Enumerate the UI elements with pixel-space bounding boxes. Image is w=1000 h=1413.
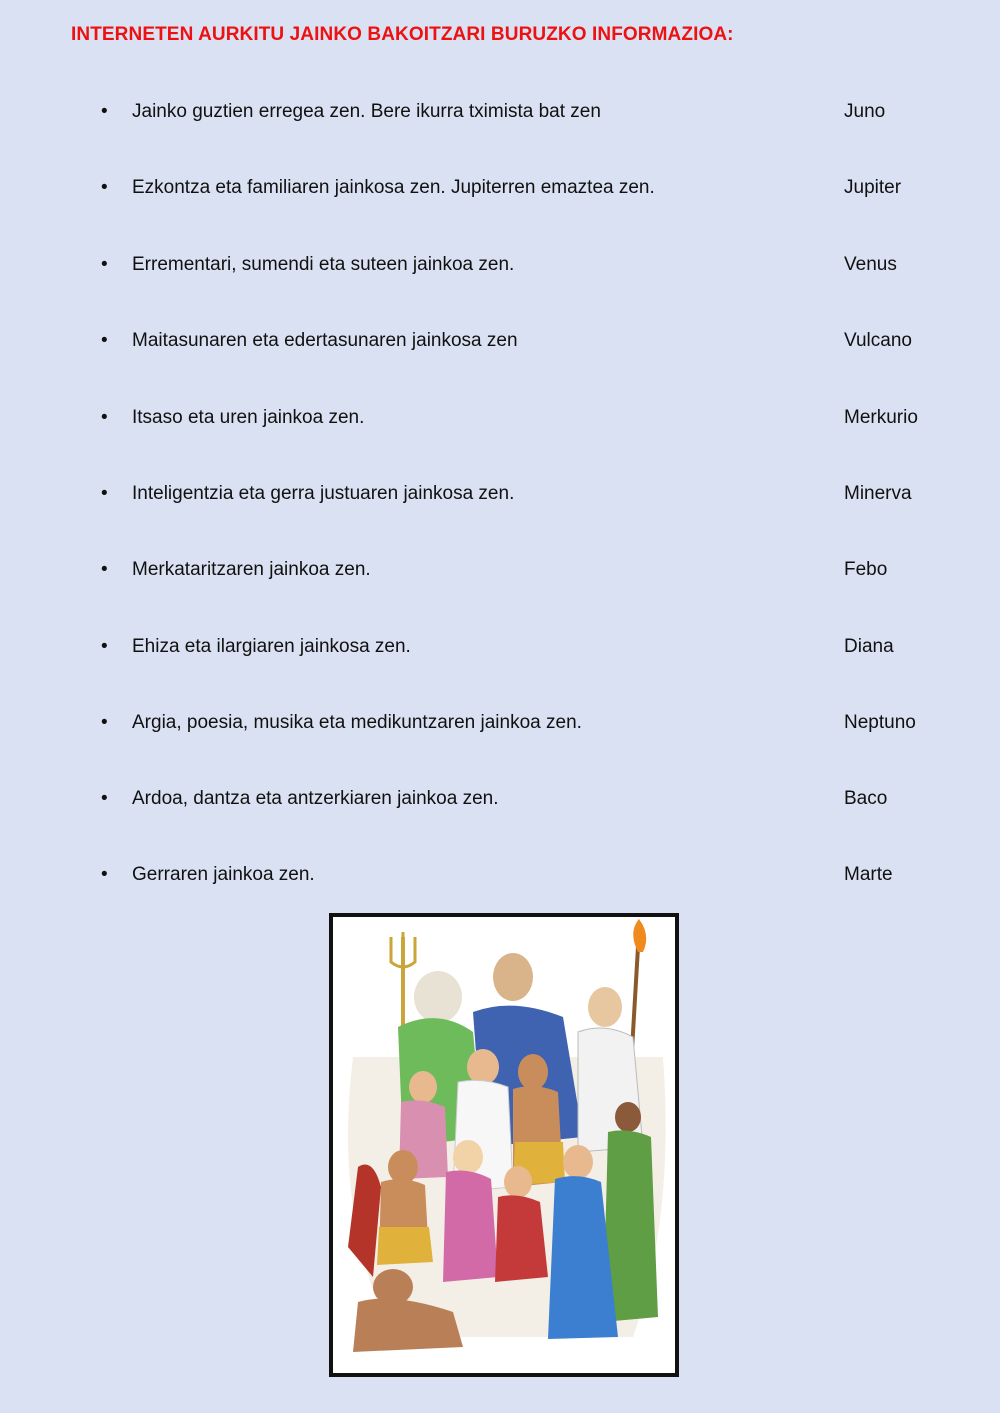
list-item	[0, 254, 1000, 284]
item-description: Itsaso eta uren jainkoa zen.	[132, 407, 365, 428]
item-description: Argia, poesia, musika eta medikuntzaren jainkoa zen.	[132, 712, 582, 733]
minerva-head	[563, 1145, 593, 1179]
bullet: •	[101, 864, 108, 885]
figure-head	[409, 1071, 437, 1103]
god-name: Marte	[844, 864, 893, 885]
mercury-skirt	[377, 1227, 433, 1265]
page-title: INTERNETEN AURKITU JAINKO BAKOITZARI BURUZKO INFORMAZIOA:	[71, 24, 734, 45]
god-name: Minerva	[844, 483, 912, 504]
bullet: •	[101, 559, 108, 580]
venus-dress	[443, 1171, 498, 1282]
bullet: •	[101, 177, 108, 198]
item-description: Jainko guztien erregea zen. Bere ikurra tximista bat zen	[132, 101, 601, 122]
god-name: Merkurio	[844, 407, 918, 428]
bullet: •	[101, 407, 108, 428]
list-item	[0, 483, 1000, 513]
item-description: Gerraren jainkoa zen.	[132, 864, 315, 885]
bullet: •	[101, 636, 108, 657]
list-item	[0, 636, 1000, 666]
mars-head	[518, 1054, 548, 1090]
gods-group-drawing	[333, 917, 675, 1373]
list-item	[0, 788, 1000, 818]
item-description: Ehiza eta ilargiaren jainkosa zen.	[132, 636, 411, 657]
neptune-head	[414, 971, 462, 1023]
list-item	[0, 712, 1000, 742]
item-description: Maitasunaren eta edertasunaren jainkosa zen	[132, 330, 518, 351]
list-item	[0, 330, 1000, 360]
figure-head	[615, 1102, 641, 1132]
bullet: •	[101, 788, 108, 809]
flame-icon	[633, 919, 646, 952]
jupiter-head	[493, 953, 533, 1001]
bullet: •	[101, 101, 108, 122]
god-name: Juno	[844, 101, 886, 122]
bullet: •	[101, 712, 108, 733]
gods-illustration	[329, 913, 679, 1377]
venus-head	[453, 1140, 483, 1174]
god-name: Diana	[844, 636, 894, 657]
diana-dress	[495, 1195, 548, 1282]
bullet: •	[101, 254, 108, 275]
item-description: Ardoa, dantza eta antzerkiaren jainkoa zen.	[132, 788, 499, 809]
item-description: Merkataritzaren jainkoa zen.	[132, 559, 371, 580]
list-item	[0, 407, 1000, 437]
god-name: Febo	[844, 559, 888, 580]
god-name: Jupiter	[844, 177, 902, 198]
list-item	[0, 177, 1000, 207]
god-name: Neptuno	[844, 712, 916, 733]
item-description: Errementari, sumendi eta suteen jainkoa zen.	[132, 254, 515, 275]
mercury-head	[388, 1150, 418, 1184]
god-name: Baco	[844, 788, 888, 809]
item-description: Ezkontza eta familiaren jainkosa zen. Jupiterren emaztea zen.	[132, 177, 655, 198]
god-name: Vulcano	[844, 330, 912, 351]
figure-head	[588, 987, 622, 1027]
juno-head	[467, 1049, 499, 1085]
god-name: Venus	[844, 254, 897, 275]
trident-head-icon	[391, 932, 415, 967]
list-item	[0, 559, 1000, 589]
diana-head	[504, 1166, 532, 1198]
item-description: Inteligentzia eta gerra justuaren jainkosa zen.	[132, 483, 515, 504]
bullet: •	[101, 483, 108, 504]
list-item	[0, 101, 1000, 131]
bullet: •	[101, 330, 108, 351]
list-item	[0, 864, 1000, 894]
